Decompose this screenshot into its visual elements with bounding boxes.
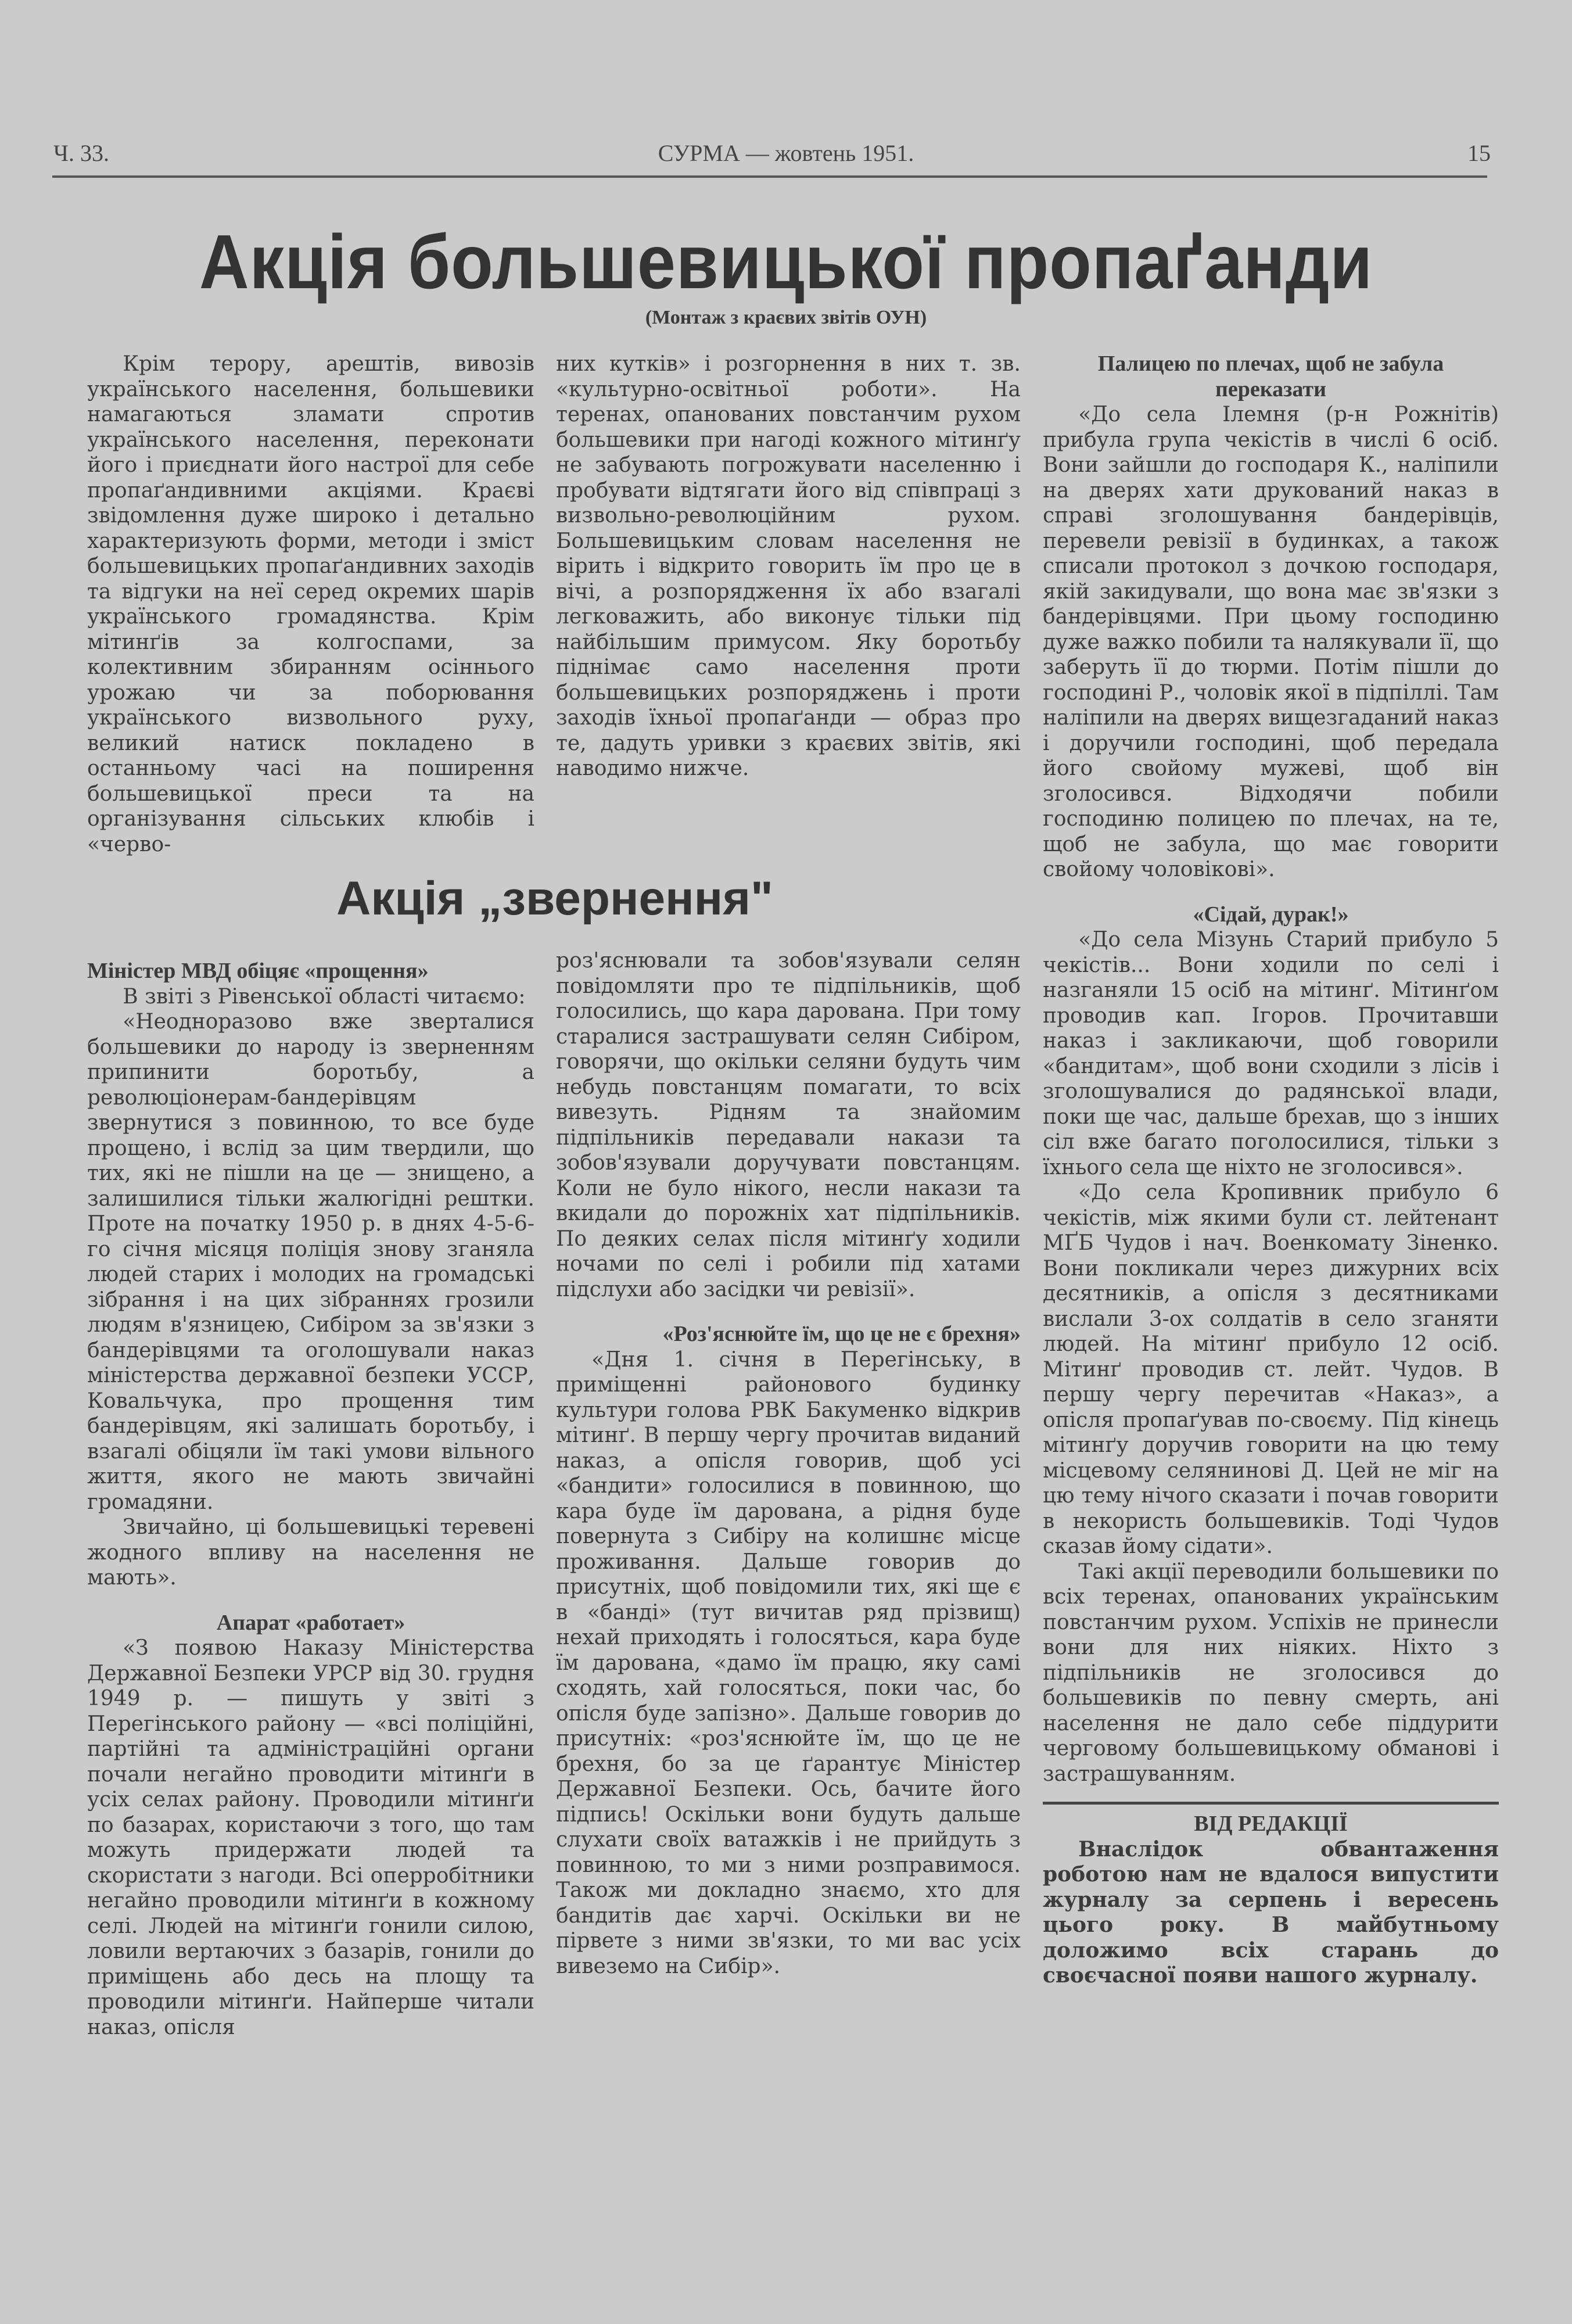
column-right	[1043, 352, 1499, 1989]
editorial-heading: ВІД РЕДАКЦІЇ	[1194, 1812, 1348, 1836]
paragraph-continued: роз'яснювали та зобов'язували селян повідомляти про те підпільників, щоб голосились, що кара дарована. При тому старалися застрашувати селян Сибіром, говорячи, що окільки селяни будуть чим небудь повстанцям помагати, то всіх вивезуть. Рідням та знайомим підпільників передавали накази та зобов'язували доручувати повстанцям. Коли не було нікого, несли накази та вкидали до порожніх хат підпільників. По деяких селах після мітинґу ходили ночами по селі і робили під хатами підслухи або засідки чи ревізії».	[556, 949, 1021, 1301]
article-subtitle: (Монтаж з краєвих звітів ОУН)	[645, 307, 927, 328]
subheading-explain: «Роз'яснюйте їм, що це не є брехня»	[662, 1322, 1021, 1346]
subheading-stick: Палицею по плечах, щоб не забула переказати	[1097, 352, 1444, 401]
column-left-lower	[87, 959, 534, 2040]
issue-number: Ч. 33.	[53, 140, 109, 166]
intro-paragraph: Крім терору, арештів, вивозів українського населення, большевики намагаються зламати спротив українського населення, переконати його і приєднати його настрої для себе пропаґандивними акціями. Краєві звідомлення дуже широко і детально характеризують форми, методи і зміст большевицьких пропаґандивних заходів та відгуки на неї серед окремих шарів українського громадянства. Крім мітинґів за колгоспами, за колективним збиранням осіннього урожаю чи за поборювання українського визвольного руху, великий натиск покладено в останньому часі на поширення большевицької преси та на організування сільських клюбів і «черво-	[87, 352, 534, 856]
paragraph: «З появою Наказу Міністерства Державної Безпеки УРСР від 30. грудня 1949 р. — пишуть у звіті з Перегінського району — «всі поліційні, партійні та адміністраційні органи почали негайно проводити мітинґи в усіх селах району. Проводили мітинґи по базарах, користаючи з того, що там можуть придержати людей та скористати з нагоди. Всі оперробітники негайно проводили мітинґи в кожному селі. Людей на мітинґи гонили силою, ловили вертаючих з базарів, гонили до приміщень або десь на площу та проводили мітинґи. Найперше читали наказ, опісля	[87, 1636, 534, 2039]
paragraph: «До села Ілемня (р-н Рожнітів) прибула група чекістів в числі 6 осіб. Вони зайшли до господаря К., наліпили на дверях хати друкований наказ в справі зголошування бандерівців, перевели ревізії в будинках, а також списали протокол з дочкою господаря, якій закидували, що вона має зв'язки з бандерівцями. При цьому господиню дуже важко побили та налякували її, що заберуть її до тюрми. Потім пішли до господині Р., чоловік якої в підпіллі. Там наліпили на дверях вищезгаданий наказ і доручили господині, щоб передала його свойому мужеві, щоб він зголосився. Відходячи побили господиню полицею по плечах, на те, щоб не забула, що має говорити свойому чоловікові».	[1043, 403, 1499, 881]
subheading-sit-down: «Сідай, дурак!»	[1193, 902, 1349, 927]
paragraph: «До села Кропивник прибуло 6 чекістів, між якими були ст. лейтенант МҐБ Чудов і нач. Военкомату Зіненко. Вони покликали через дижурних всіх десятників, а опісля з десятниками вислали 3-ох солдатів в село зганяти людей. На мітинґ прибуло 12 осіб. Мітинґ проводив ст. лейт. Чудов. В першу чергу перечитав «Наказ», а опісля пропаґував по-своєму. Під кінець мітинґу доручив говорити на цю тему місцевому селянинові Д. Цей не міг на цю тему нічого сказати і почав говорити в некористь большевиків. Тоді Чудов сказав йому сідати».	[1043, 1181, 1499, 1558]
subheading-minister: Міністер МВД обіцяє «прощення»	[87, 959, 429, 983]
intro-column-middle	[556, 352, 1021, 781]
intro-paragraph-continued: них кутків» і розгорнення в них т. зв. «культурно-освітньої роботи». На теренах, опанованих повстанчим рухом большевики при нагоді кожного мітинґу не забувають погрожувати населенню і пробувати відтягати його від співпраці з визвольно-революційним рухом. Большевицьким словам населення не вірить і відкрито говорить їм про це в вічі, а розпорядження їх або взагалі легковажить, або виконує тільки під найбільшим примусом. Яку боротьбу піднімає само населення проти большевицьких розпоряджень і проти заходів їхньої пропаґанди — образ про те, дадуть уривки з краєвих звітів, які наводимо нижче.	[556, 352, 1021, 780]
page-number: 15	[1467, 140, 1491, 166]
intro-column-left	[87, 352, 534, 857]
editorial-rule	[1043, 1802, 1499, 1805]
paragraph: «Неодноразово вже зверталися большевики до народу із зверненням припинити боротьбу, а революціонерам-бандерівцям звернутися з повинною, то все буде прощено, і вслід за цим твердили, що тих, які не пішли на це — знищено, а залишилися тільки жалюгідні рештки. Проте на початку 1950 р. в днях 4-5-6-го січня місяця поліція знову зганяла людей старих і молодих на громадські зібрання і на цих зібраннях грозили людям в'язницею, Сибіром за зв'язки з бандерівцями та оголошували наказ міністерства державної безпеки УССР, Ковальчука, про прощення тим бандерівцям, які залишать боротьбу, і взагалі обіцяли їм такі умови вільного життя, якого не мають звичайні громадяни.	[87, 1010, 534, 1514]
paragraph: В звіті з Рівенської області читаємо:	[123, 984, 526, 1009]
column-middle-lower	[556, 948, 1021, 1979]
header-rule	[52, 175, 1487, 178]
paragraph: «Дня 1. січня в Перегінську, в приміщенні районового будинку культури голова РВК Бакуменко відкрив мітинґ. В першу чергу прочитав виданий наказ, а опісля говорив, щоб усі «бандити» голосилися в повинною, що кара буде їм дарована, а рідня буде повернута з Сибіру на колишнє місце проживання. Дальше говорив до присутніх, щоб повідомили тих, які ще є в «банді» (тут вичитав ряд прізвищ) нехай приходять і голосяться, кара буде їм дарована, «дамо їм працю, яку самі сходять, хай голосяться, поки час, бо опісля буде запізно». Дальше говорив до присутніх: «роз'яснюйте їм, що це не брехня, бо за це ґарантує Міністер Державної Безпеки. Ось, бачите його підпись! Оскільки вони будуть дальше слухати своїх ватажків і не прийдуть з повинною, то ми з ними розправимося. Також ми докладно знаємо, хто для бандитів дає харчі. Оскільки ви не пірвете з ними зв'язки, то ми вас усіх вивеземо на Сибір».	[556, 1347, 1021, 1978]
paragraph: Звичайно, ці большевицькі теревені жодного впливу на населення не мають».	[87, 1515, 534, 1590]
running-header: СУРМА — жовтень 1951.	[658, 140, 914, 166]
editorial-text: Внаслідок обвантаження роботою нам не вдалося випустити журналу за серпень і вересень цього року. В майбутньому доложимо всіх старань до своєчасної появи нашого журналу.	[1043, 1837, 1499, 1988]
section-title: Акція „звернення"	[336, 872, 773, 925]
paragraph: «До села Мізунь Старий прибуло 5 чекістів... Вони ходили по селі і назганяли 15 осіб на мітинґ. Мітинґом проводив кап. Ігоров. Прочитавши наказ і закликаючи, щоб говорили «бандитам», щоб вони сходили з лісів і зголошувалися до радянської влади, поки ще час, дальше брехав, що з інших сіл вже багато поголосилися, тільки з їхнього села ще ніхто не зголосився».	[1043, 928, 1499, 1179]
subheading-apparatus: Апарат «работает»	[216, 1610, 405, 1635]
paragraph: Такі акції переводили большевики по всіх теренах, опанованих українським повстанчим рухом. Успіхів не принесли вони для них ніяких. Ніхто з підпільників не зголосився до большевиків по певну смерть, ані населення не дало себе піддурити черговому большевицькому обманові і застрашуванням.	[1043, 1559, 1499, 1786]
article-title: Акція большевицької пропаґанди	[199, 219, 1373, 304]
